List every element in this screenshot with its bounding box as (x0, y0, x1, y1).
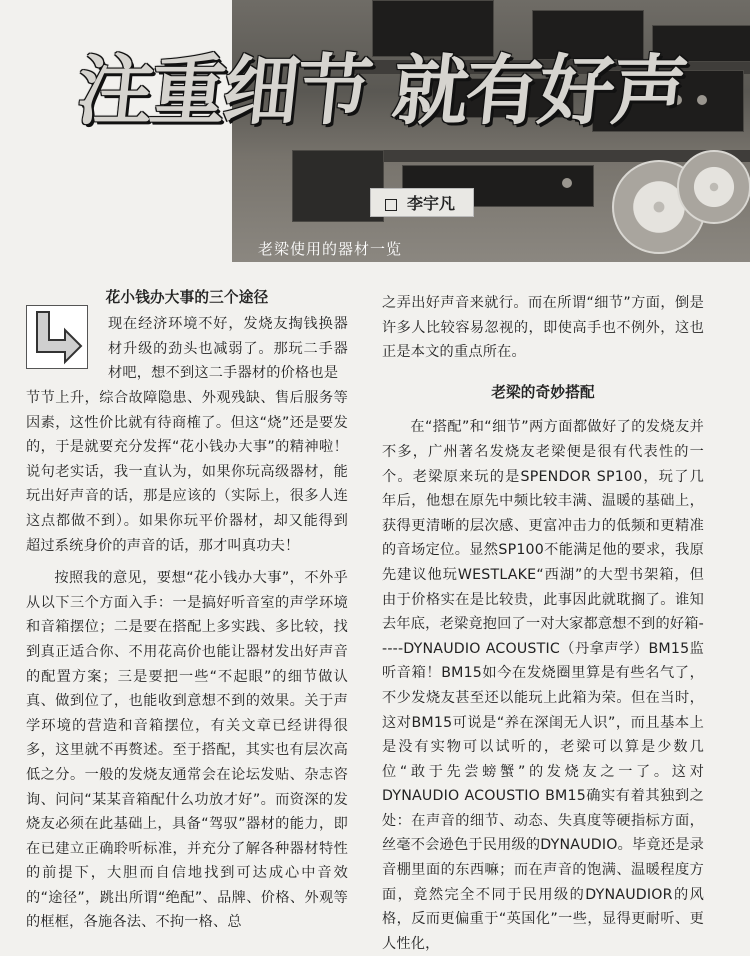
square-icon (385, 199, 397, 211)
paragraph: 按照我的意见，要想“花小钱办大事”，不外乎从以下三个方面入手：一是搞好听音室的声学环境和音箱摆位；二是要在搭配上多实践、多比较，找到真正适合你、不用花高价也能让器材发出好声音的配置方案；三是要把一些“不起眼”的细节做认真、做到位了，也能收到意想不到的效果。关于声学环境的营造和音箱摆位，有关文章已经讲得很多，这里就不再赘述。至于搭配，其实也有层次高低之分。一般的发烧友通常会在论坛发贴、杂志咨询、问问“某某音箱配什么功放才好”。而资深的发烧友必须在此基础上，具备“驾驭”器材的能力，即在已建立正确聆听标准，并充分了解各种器材特性的前提下，大胆而自信地找到可达成心中音效的“途径”，跳出所谓“绝配”、品牌、价格、外观等的框框，各施各法、不拘一格、总 (26, 570, 348, 931)
paragraph: 之弄出好声音来就行。而在所谓“细节”方面，倒是许多人比较容易忽视的，即使高手也不例外，这也正是本文的重点所在。 (382, 295, 704, 361)
intro-wrap-text (108, 312, 348, 386)
author-name: 李宇凡 (407, 194, 456, 213)
paragraph: 在“搭配”和“细节”两方面都做好了的发烧友并不多，广州著名发烧友老梁便是很有代表性的一个。老梁原来玩的是SPENDOR SP100，玩了几年后，他想在原先中频比较丰满、温暖的基础上，获得更清晰的层次感、更富冲击力的低频和更精准的音场定位。显然SP100不能满足他的要求，我原先建议他玩WESTLAKE“西湖”的大型书架箱，但由于价格实在是比较贵，此事因此就耽搁了。谁知去年底，老梁竟抱回了一对大家都意想不到的好箱-----DYNAUDIO ACOUSTIC（丹拿声学）BM15监听音箱！BM15如今在发烧圈里算是有些名气了，不少发烧友甚至还以能玩上此箱为荣。但在当时，这对BM15可说是“养在深闺无人识”，而且基本上是没有实物可以试听的，老梁可以算是少数几位“敢于先尝螃蟹”的发烧友之一了。这对DYNAUDIO ACOUSTIO BM15确实有着其独到之处：在声音的细节、动态、失真度等硬指标方面，丝毫不会逊色于民用级的DYNAUDIO。毕竟还是录音棚里面的东西嘛；而在声音的饱满、温暖程度方面，竟然完全不同于民用级的DYNAUDIOR的风格，反而更偏重于“英国化”一些，显得更耐听、更人性化， (382, 419, 704, 952)
left-column-body (26, 386, 348, 935)
author-byline (370, 188, 474, 217)
arrow-icon-box (26, 305, 88, 369)
photo-caption: 老梁使用的器材一览 (258, 240, 403, 258)
paragraph: 节节上升，综合故障隐患、外观残缺、售后服务等因素，这性价比就有待商榷了。但这“烧”还是要发的，于是就要充分发挥“花小钱办大事”的精神啦！说句老实话，我一直认为，如果你玩高级器材，能玩出好声音的话，那是应该的（实际上，很多人连这点都做不到）。如果你玩平价器材，却又能得到超过系统身价的声音的话，那才叫真功夫！ (26, 390, 348, 554)
section-heading-1: 花小钱办大事的三个途径 (105, 289, 269, 306)
bent-arrow-icon (27, 306, 87, 368)
right-column (382, 291, 704, 956)
article-title: 注重细节 就有好声 (72, 46, 690, 135)
section-heading-2: 老梁的奇妙搭配 (491, 383, 595, 401)
paragraph: 现在经济环境不好，发烧友掏钱换器材升级的劲头也减弱了。那玩二手器材吧，想不到这二手器材的价格也是 (108, 316, 348, 382)
